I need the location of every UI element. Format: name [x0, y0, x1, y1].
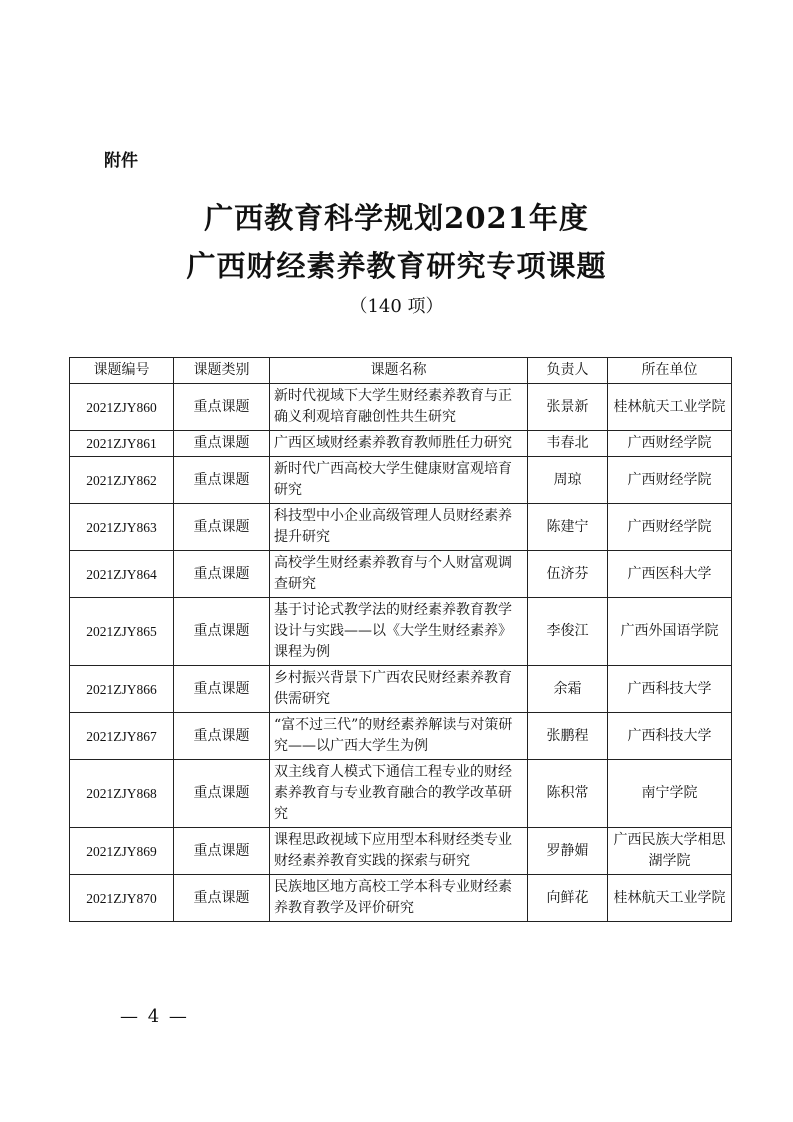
cell-unit: 广西科技大学: [608, 713, 732, 760]
cell-category: 重点课题: [174, 760, 270, 828]
cell-unit: 广西财经学院: [608, 431, 732, 457]
cell-category: 重点课题: [174, 666, 270, 713]
cell-code: 2021ZJY869: [70, 828, 174, 875]
table-body: [70, 384, 732, 922]
cell-code: 2021ZJY868: [70, 760, 174, 828]
cell-category: 重点课题: [174, 384, 270, 431]
cell-code: 2021ZJY860: [70, 384, 174, 431]
cell-category: 重点课题: [174, 713, 270, 760]
cell-leader: 陈积常: [528, 760, 608, 828]
cell-leader: 周琼: [528, 457, 608, 504]
column-header-leader: 负责人: [528, 358, 608, 384]
cell-name: 新时代广西高校大学生健康财富观培育研究: [270, 457, 528, 504]
column-header-unit: 所在单位: [608, 358, 732, 384]
table-row: [70, 875, 732, 922]
cell-category: 重点课题: [174, 828, 270, 875]
document-title-line1: 广西教育科学规划2021年度: [204, 201, 589, 235]
cell-code: 2021ZJY865: [70, 598, 174, 666]
table-row: [70, 598, 732, 666]
cell-leader: 余霜: [528, 666, 608, 713]
cell-unit: 桂林航天工业学院: [608, 384, 732, 431]
cell-name: 基于讨论式教学法的财经素养教育教学设计与实践——以《大学生财经素养》课程为例: [270, 598, 528, 666]
page-number: — 4 —: [120, 1006, 189, 1027]
column-header-code: 课题编号: [70, 358, 174, 384]
table-row: [70, 551, 732, 598]
cell-name: 乡村振兴背景下广西农民财经素养教育供需研究: [270, 666, 528, 713]
column-header-name: 课题名称: [270, 358, 528, 384]
cell-unit: 桂林航天工业学院: [608, 875, 732, 922]
cell-unit: 广西外国语学院: [608, 598, 732, 666]
table-row: [70, 666, 732, 713]
cell-leader: 伍济芬: [528, 551, 608, 598]
column-header-category: 课题类别: [174, 358, 270, 384]
cell-leader: 罗静媚: [528, 828, 608, 875]
cell-name: “富不过三代”的财经素养解读与对策研究——以广西大学生为例: [270, 713, 528, 760]
cell-leader: 张景新: [528, 384, 608, 431]
cell-leader: 韦春北: [528, 431, 608, 457]
cell-category: 重点课题: [174, 598, 270, 666]
table-row: [70, 760, 732, 828]
table-row: [70, 504, 732, 551]
table-row: [70, 457, 732, 504]
cell-unit: 广西民族大学相思湖学院: [608, 828, 732, 875]
cell-code: 2021ZJY862: [70, 457, 174, 504]
table-header-row: [70, 358, 732, 384]
cell-leader: 向鲜花: [528, 875, 608, 922]
cell-category: 重点课题: [174, 504, 270, 551]
table-row: [70, 431, 732, 457]
document-title-line2: 广西财经素养教育研究专项课题: [186, 249, 607, 283]
cell-code: 2021ZJY863: [70, 504, 174, 551]
cell-category: 重点课题: [174, 431, 270, 457]
cell-category: 重点课题: [174, 551, 270, 598]
cell-leader: 李俊江: [528, 598, 608, 666]
cell-unit: 广西财经学院: [608, 457, 732, 504]
cell-leader: 陈建宁: [528, 504, 608, 551]
cell-unit: 广西医科大学: [608, 551, 732, 598]
cell-unit: 广西财经学院: [608, 504, 732, 551]
cell-code: 2021ZJY864: [70, 551, 174, 598]
cell-code: 2021ZJY866: [70, 666, 174, 713]
cell-unit: 广西科技大学: [608, 666, 732, 713]
project-count: （140 项）: [349, 296, 444, 317]
cell-name: 新时代视域下大学生财经素养教育与正确义利观培育融创性共生研究: [270, 384, 528, 431]
cell-code: 2021ZJY867: [70, 713, 174, 760]
table-row: [70, 828, 732, 875]
cell-name: 课程思政视域下应用型本科财经类专业财经素养教育实践的探索与研究: [270, 828, 528, 875]
cell-category: 重点课题: [174, 875, 270, 922]
cell-code: 2021ZJY861: [70, 431, 174, 457]
cell-unit: 南宁学院: [608, 760, 732, 828]
cell-name: 广西区域财经素养教育教师胜任力研究: [270, 431, 528, 457]
cell-category: 重点课题: [174, 457, 270, 504]
cell-leader: 张鹏程: [528, 713, 608, 760]
cell-name: 科技型中小企业高级管理人员财经素养提升研究: [270, 504, 528, 551]
attachment-label: 附件: [104, 151, 138, 171]
table-row: [70, 384, 732, 431]
project-table: [69, 357, 732, 922]
cell-name: 高校学生财经素养教育与个人财富观调查研究: [270, 551, 528, 598]
cell-code: 2021ZJY870: [70, 875, 174, 922]
table-row: [70, 713, 732, 760]
cell-name: 民族地区地方高校工学本科专业财经素养教育教学及评价研究: [270, 875, 528, 922]
cell-name: 双主线育人模式下通信工程专业的财经素养教育与专业教育融合的教学改革研究: [270, 760, 528, 828]
